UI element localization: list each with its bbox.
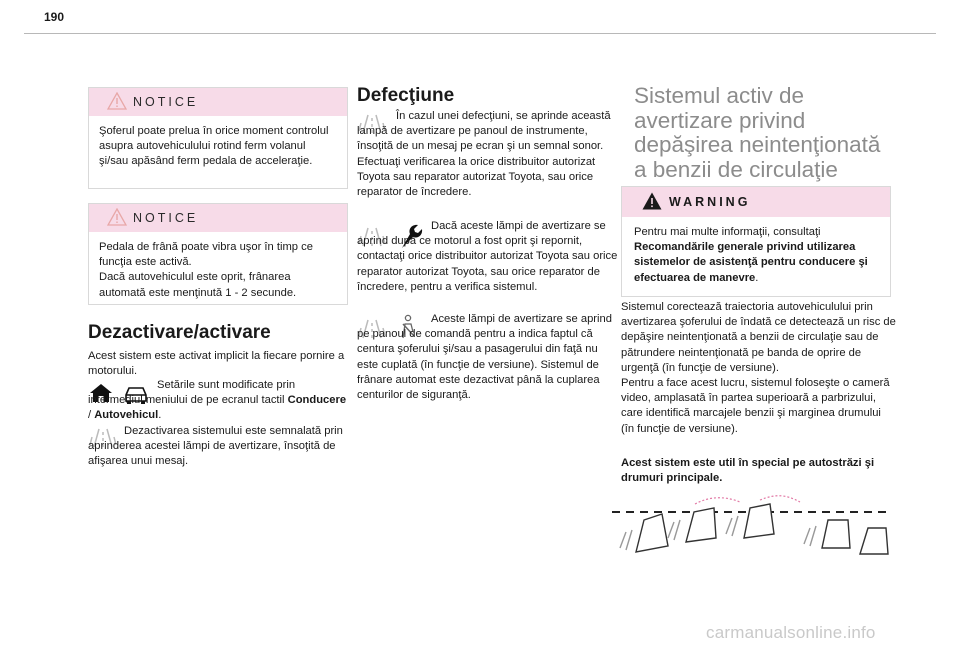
warning-body: [622, 217, 890, 296]
notice-title: NOTICE: [133, 95, 199, 109]
notice-triangle-icon: [107, 92, 127, 115]
settings-separator: /: [88, 409, 95, 422]
settings-text: Setările sunt modificate prin intermediul meniului de pe ecranul tactil: [88, 379, 296, 407]
watermark: carmanualsonline.info: [706, 623, 876, 642]
page-number: 190: [44, 10, 65, 24]
notice-title: NOTICE: [133, 211, 199, 225]
warning-triangle-icon: [642, 192, 662, 215]
notice-header: [89, 204, 347, 232]
fault-heading: Defecţiune: [357, 85, 455, 106]
warning-box: [621, 186, 891, 297]
deactivation-paragraph: Dezactivarea sistemului este semnalată prin aprinderea acestei lămpi de avertizare, însoţită de afişarea unui mesaj.: [88, 425, 343, 468]
notice-body: Pedala de frână poate vibra uşor în timp ce funcţia este activă. Dacă autovehiculul este oprit, frânarea automată este menţinută 1 - 2 secunde.: [99, 241, 313, 299]
notice-triangle-icon: [107, 208, 127, 231]
settings-paragraph: [88, 378, 350, 424]
notice-header: [89, 88, 347, 116]
warning-link-text: Recomandările generale privind utilizarea sistemelor de asistenţă pentru conducere şi efectuarea de manevre: [634, 241, 868, 284]
menu-conducere: Conducere: [287, 394, 347, 407]
lane-departure-illustration: [610, 490, 895, 565]
warning-intro: Pentru mai multe informaţii, consultaţi: [634, 226, 821, 238]
top-rule: [24, 33, 936, 34]
warning-title: WARNING: [669, 195, 751, 209]
notice-box-1: [88, 87, 348, 189]
fault-paragraph-2: Dacă aceste lămpi de avertizare se aprind după ce motorul a fost oprit şi repornit, contactaţi orice distribuitor autorizat Toyota sau orice reparator autorizat Toyota, sau orice reparator de încredere, pentru a verifica sistemul.: [357, 220, 618, 293]
notice-body: Şoferul poate prelua în orice moment controlul asupra autovehiculului rotind ferm volanul şi/sau apăsând ferm pedala de acceleraţie.: [99, 125, 329, 168]
settings-end: .: [158, 409, 162, 422]
lane-paragraph-2: Acest sistem este util în special pe autostrăzi şi drumuri principale.: [621, 457, 875, 485]
warning-header: [622, 187, 890, 217]
lane-section-title: Sistemul activ de avertizare privind depăşirea neintenţionată a benzii de circulaţie: [634, 83, 881, 182]
menu-autovehicul: Autovehicul: [94, 409, 159, 422]
deactivation-intro: Acest sistem este activat implicit la fiecare pornire a motorului.: [88, 350, 345, 378]
fault-paragraph-1: În cazul unei defecţiuni, se aprinde această lampă de avertizare pe panoul de instrumente, însoţită de un mesaj pe ecran şi un semnal sonor. Efectuaţi verificarea la orice distribuitor autorizat Toyota sau reparator autorizat Toyota, sau orice reparator de încredere.: [357, 110, 611, 199]
warning-end: .: [755, 271, 759, 284]
lane-paragraph-1: Sistemul corectează traiectoria autovehiculului prin avertizarea şoferului de îndată ce detectează un risc de depăşire neintenţionată a benzii de circulaţie sau de pătrundere neintenţionată pe banda de oprire de urgenţă (în funcţie de versiune). Pentru a face acest lucru, sistemul foloseşte o cameră video, amplasată în partea superioară a parbrizului, care identifică marcajele benzii şi marginea drumului (în funcţie de versiune).: [621, 301, 896, 435]
deactivation-heading: Dezactivare/activare: [88, 322, 271, 343]
fault-paragraph-3: Aceste lămpi de avertizare se aprind pe panoul de comandă pentru a indica faptul că centura şoferului şi/sau a pasagerului din faţă nu este cuplată (în funcţie de versiune). Sistemul de frânare automat este dezactivat până la cuplarea centurilor de siguranţă.: [357, 313, 612, 402]
notice-box-2: [88, 203, 348, 305]
